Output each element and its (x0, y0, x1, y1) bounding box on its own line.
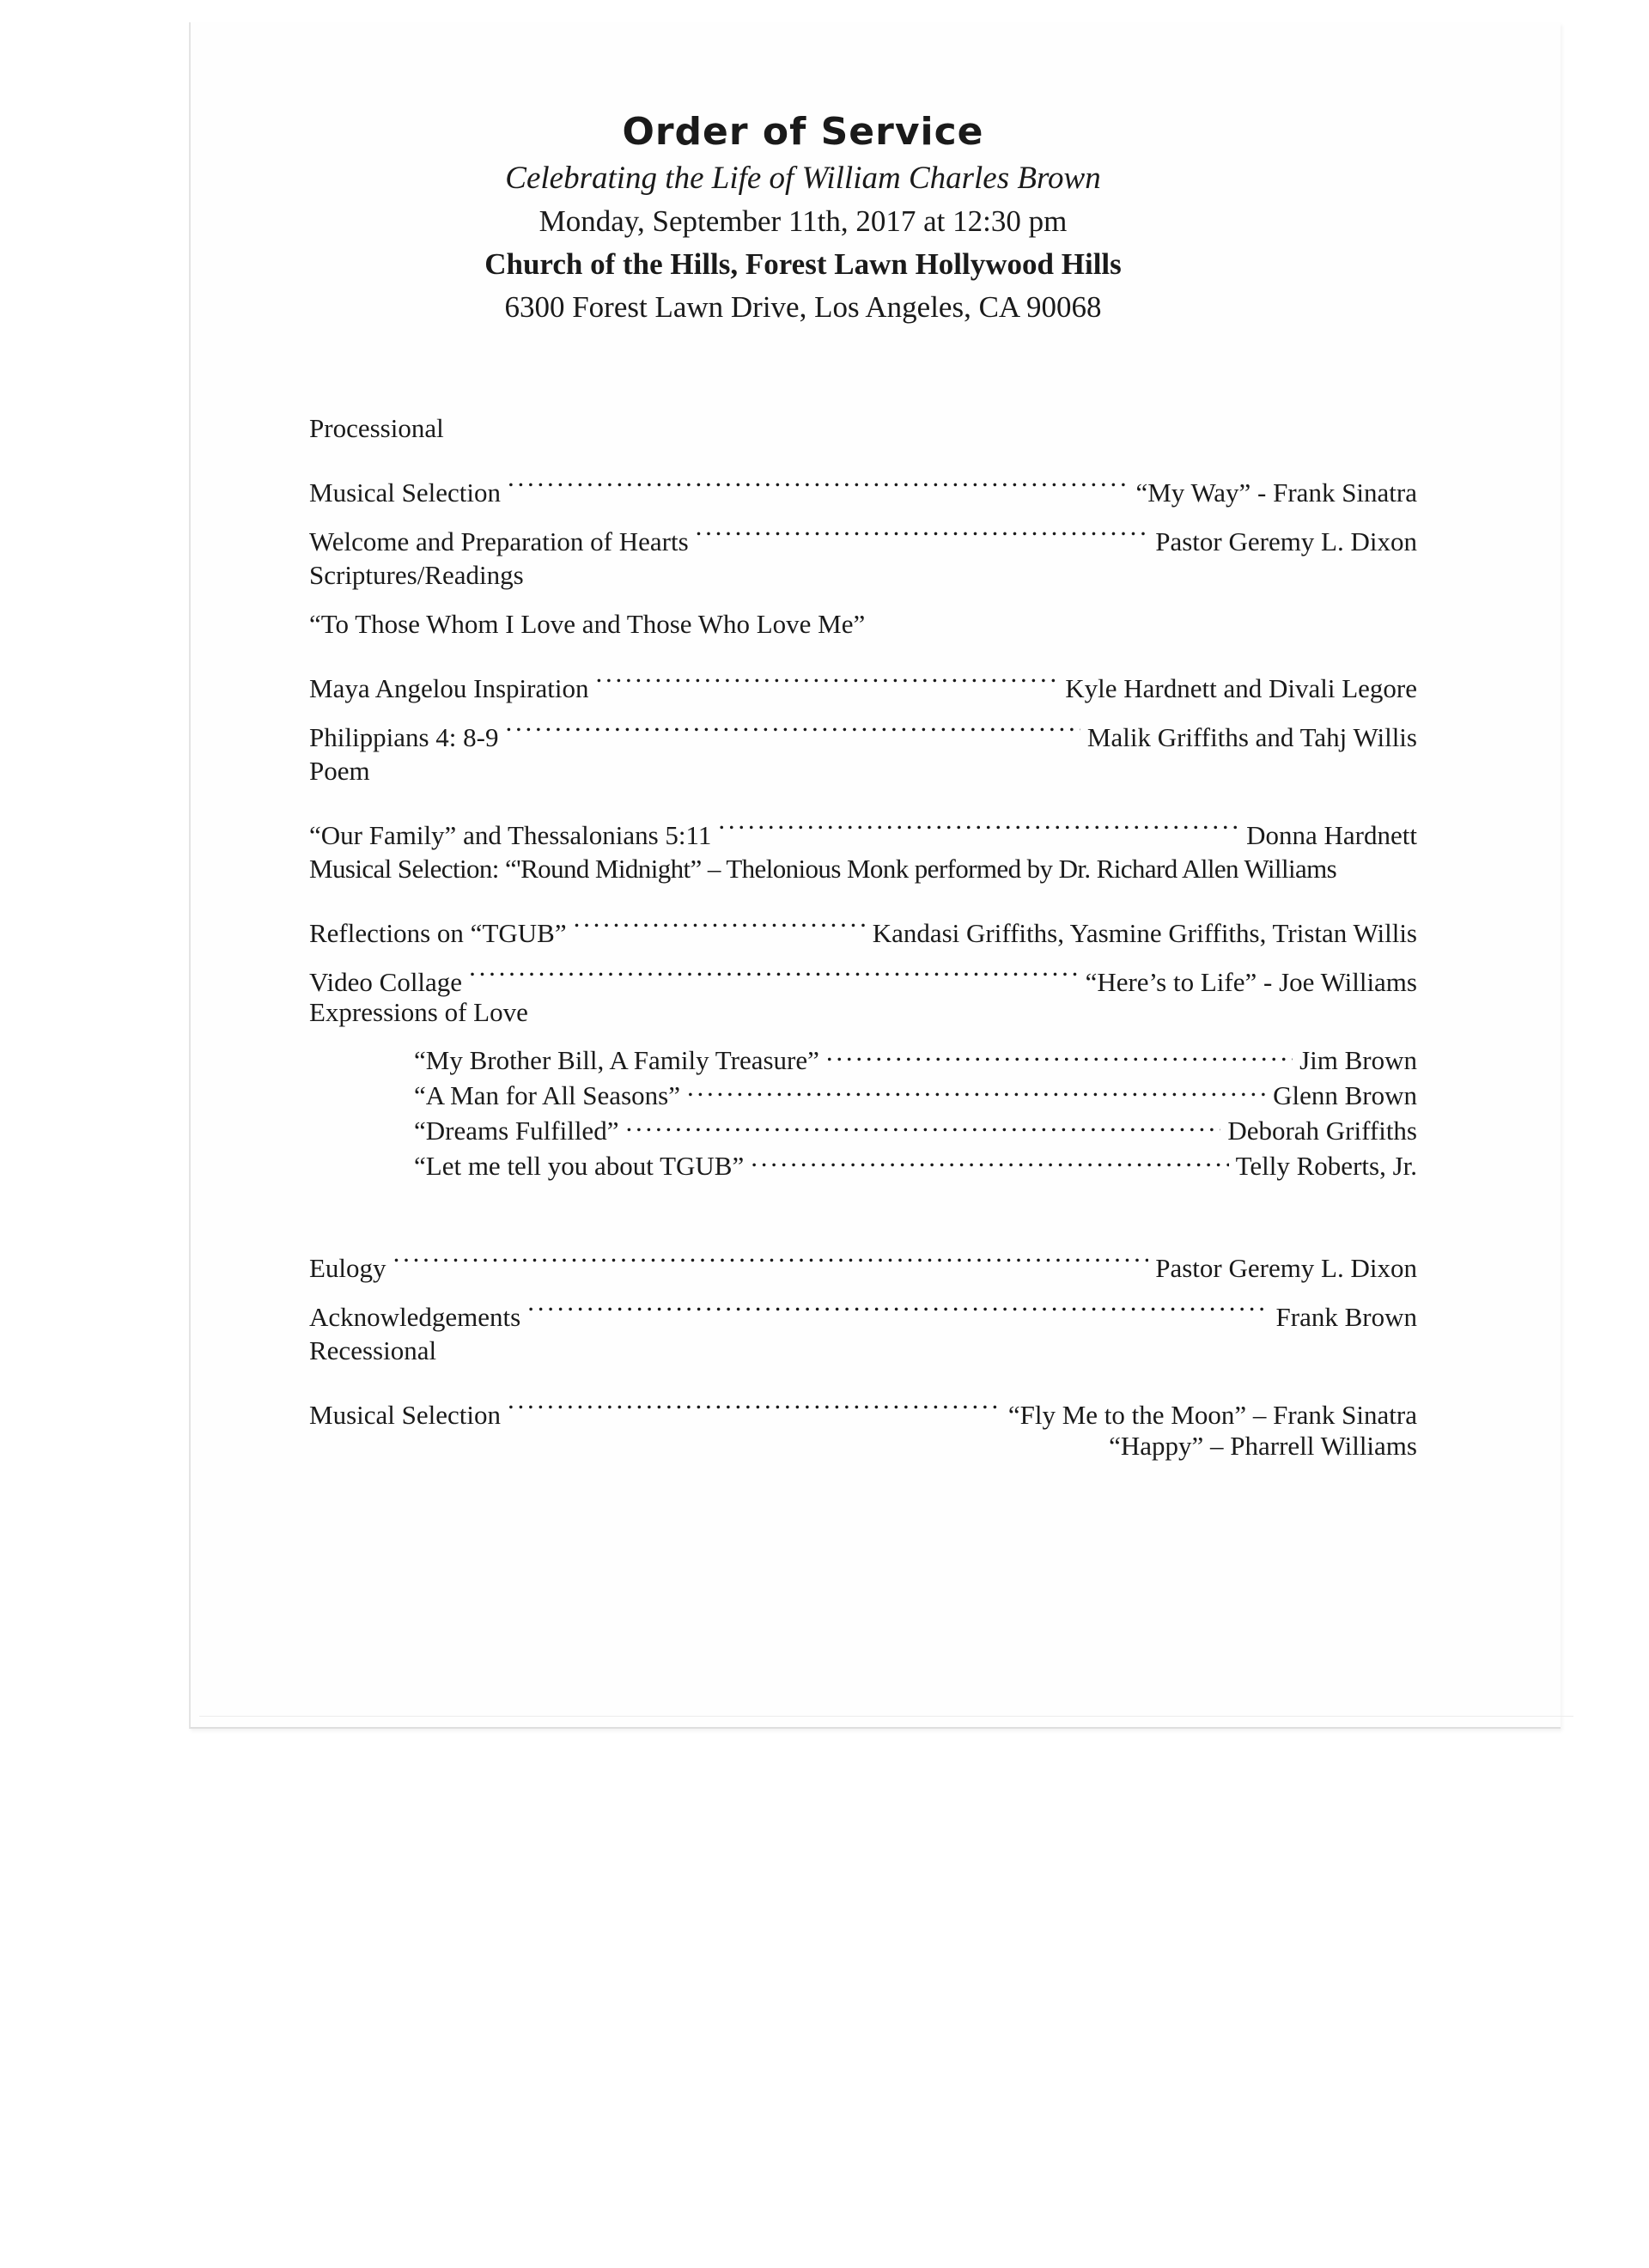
dot-leader (595, 648, 1058, 697)
item-reflections (309, 893, 1417, 948)
dot-leader (393, 1228, 1149, 1277)
dot-leader (505, 697, 1080, 746)
item-performer: “Here’s to Life” - Joe Williams (1085, 967, 1417, 997)
section-label: Processional (309, 413, 444, 443)
item-label: “Our Family” and Thessalonians 5:11 (309, 820, 712, 850)
item-label: Philippians 4: 8-9 (309, 722, 499, 752)
item-performer: “My Way” - Frank Sinatra (1135, 477, 1417, 508)
dot-leader (696, 502, 1149, 550)
dateline: Monday, September 11th, 2017 at 12:30 pm (539, 204, 1068, 238)
dot-leader (625, 1104, 1220, 1140)
venue: Church of the Hills, Forest Lawn Hollywood Hills (484, 247, 1122, 281)
dot-leader (508, 453, 1129, 502)
section-label: Expressions of Love (309, 997, 528, 1027)
section-label: Poem (309, 756, 370, 786)
subtitle: Celebrating the Life of William Charles Brown (505, 161, 1101, 196)
item-performer: Malik Griffiths and Tahj Willis (1086, 722, 1417, 752)
item-label: “A Man for All Seasons” (414, 1080, 680, 1110)
item-musical-selection (309, 453, 1417, 508)
sheet-edge (199, 1709, 1573, 1717)
item-performer: Kyle Hardnett and Divali Legore (1065, 673, 1417, 703)
expressions-list (309, 1034, 1417, 1181)
dot-leader (469, 942, 1079, 991)
item-label: “Let me tell you about TGUB” (414, 1151, 745, 1181)
item-eulogy (309, 1228, 1417, 1283)
item-label: Musical Selection (309, 1400, 501, 1430)
item-maya-angelou (309, 648, 1417, 703)
item-label: “My Brother Bill, A Family Treasure” (414, 1045, 819, 1075)
item-performer: Deborah Griffiths (1227, 1116, 1417, 1146)
section-processional (309, 404, 1417, 453)
item-label: Musical Selection: “'Round Midnight” – Thelonious Monk performed by Dr. Richard Allen Williams (309, 854, 1337, 884)
item-performer: “Happy” – Pharrell Williams (1109, 1431, 1417, 1461)
dot-leader (574, 893, 866, 942)
item-musical-selection-recessional (309, 1375, 1417, 1430)
reading-title-text: “To Those Whom I Love and Those Who Love Me” (309, 609, 866, 639)
item-performer: Pastor Geremy L. Dixon (1155, 1253, 1417, 1283)
dot-leader (826, 1034, 1293, 1069)
item-performer: Jim Brown (1299, 1045, 1417, 1075)
item-performer: Glenn Brown (1273, 1080, 1417, 1110)
item-label: Acknowledgements (309, 1302, 521, 1332)
dot-leader (718, 795, 1239, 844)
item-label: “Dreams Fulfilled” (414, 1116, 619, 1146)
item-performer: Donna Hardnett (1246, 820, 1417, 850)
item-label: Reflections on “TGUB” (309, 918, 567, 948)
section-label: Recessional (309, 1335, 437, 1365)
item-performer: Pastor Geremy L. Dixon (1155, 526, 1417, 556)
dot-leader (508, 1375, 1001, 1424)
reading-title (309, 599, 1417, 648)
item-performer: “Fly Me to the Moon” – Frank Sinatra (1007, 1400, 1417, 1430)
item-performer: Telly Roberts, Jr. (1235, 1151, 1417, 1181)
item-musical-selection-round-midnight (309, 844, 1417, 893)
dot-leader (687, 1069, 1266, 1104)
dot-leader (527, 1277, 1269, 1326)
item-label: Video Collage (309, 967, 463, 997)
section-label: Scriptures/Readings (309, 560, 524, 590)
item-performer: Kandasi Griffiths, Yasmine Griffiths, Tristan Willis (872, 918, 1417, 948)
dot-leader (751, 1140, 1228, 1175)
page-title: Order of Service (622, 110, 984, 154)
order-of-service (309, 404, 1417, 1468)
item-label: Eulogy (309, 1253, 386, 1283)
item-label: Musical Selection (309, 477, 501, 508)
item-acknowledgements (309, 1277, 1417, 1332)
item-label: Maya Angelou Inspiration (309, 673, 589, 703)
item-performer: Frank Brown (1275, 1302, 1417, 1332)
address: 6300 Forest Lawn Drive, Los Angeles, CA 90068 (504, 290, 1102, 324)
item-label: Welcome and Preparation of Hearts (309, 526, 689, 556)
header (361, 107, 1245, 329)
expression-item (309, 1034, 1417, 1075)
item-our-family (309, 795, 1417, 850)
